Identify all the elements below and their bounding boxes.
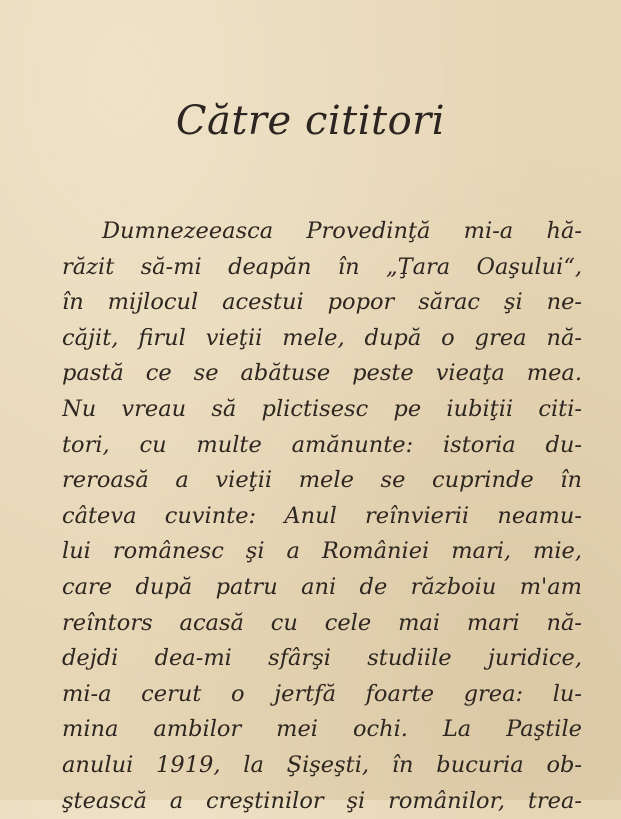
text-line: lui românesc şi a României mari, mie, <box>62 534 582 570</box>
body-text <box>62 214 582 819</box>
text-line: răzit să-mi deapăn în „Ţara Oaşului“, <box>62 250 582 286</box>
text-line: tori, cu multe amănunte: istoria du- <box>62 428 582 464</box>
text-line: în mijlocul acestui popor sărac şi ne- <box>62 285 582 321</box>
text-line: reîntors acasă cu cele mai mari nă- <box>62 606 582 642</box>
text-line: mi-a cerut o jertfă foarte grea: lu- <box>62 677 582 713</box>
text-line: anului 1919, la Şişeşti, în bucuria ob- <box>62 748 582 784</box>
chapter-title: Către cititori <box>0 98 621 144</box>
text-line: mina ambilor mei ochi. La Paştile <box>62 712 582 748</box>
text-line: dejdi dea-mi sfârşi studiile juridice, <box>62 641 582 677</box>
text-line: câteva cuvinte: Anul reînvierii neamu- <box>62 499 582 535</box>
text-line: Dumnezeeasca Provedinţă mi-a hă- <box>62 214 582 250</box>
text-line: reroasă a vieţii mele se cuprinde în <box>62 463 582 499</box>
text-line: ştească a creştinilor şi românilor, trea- <box>62 784 582 819</box>
text-line: care după patru ani de războiu m'am <box>62 570 582 606</box>
text-line: căjit, firul vieţii mele, după o grea nă- <box>62 321 582 357</box>
text-line: pastă ce se abătuse peste vieaţa mea. <box>62 356 582 392</box>
text-line: Nu vreau să plictisesc pe iubiţii citi- <box>62 392 582 428</box>
